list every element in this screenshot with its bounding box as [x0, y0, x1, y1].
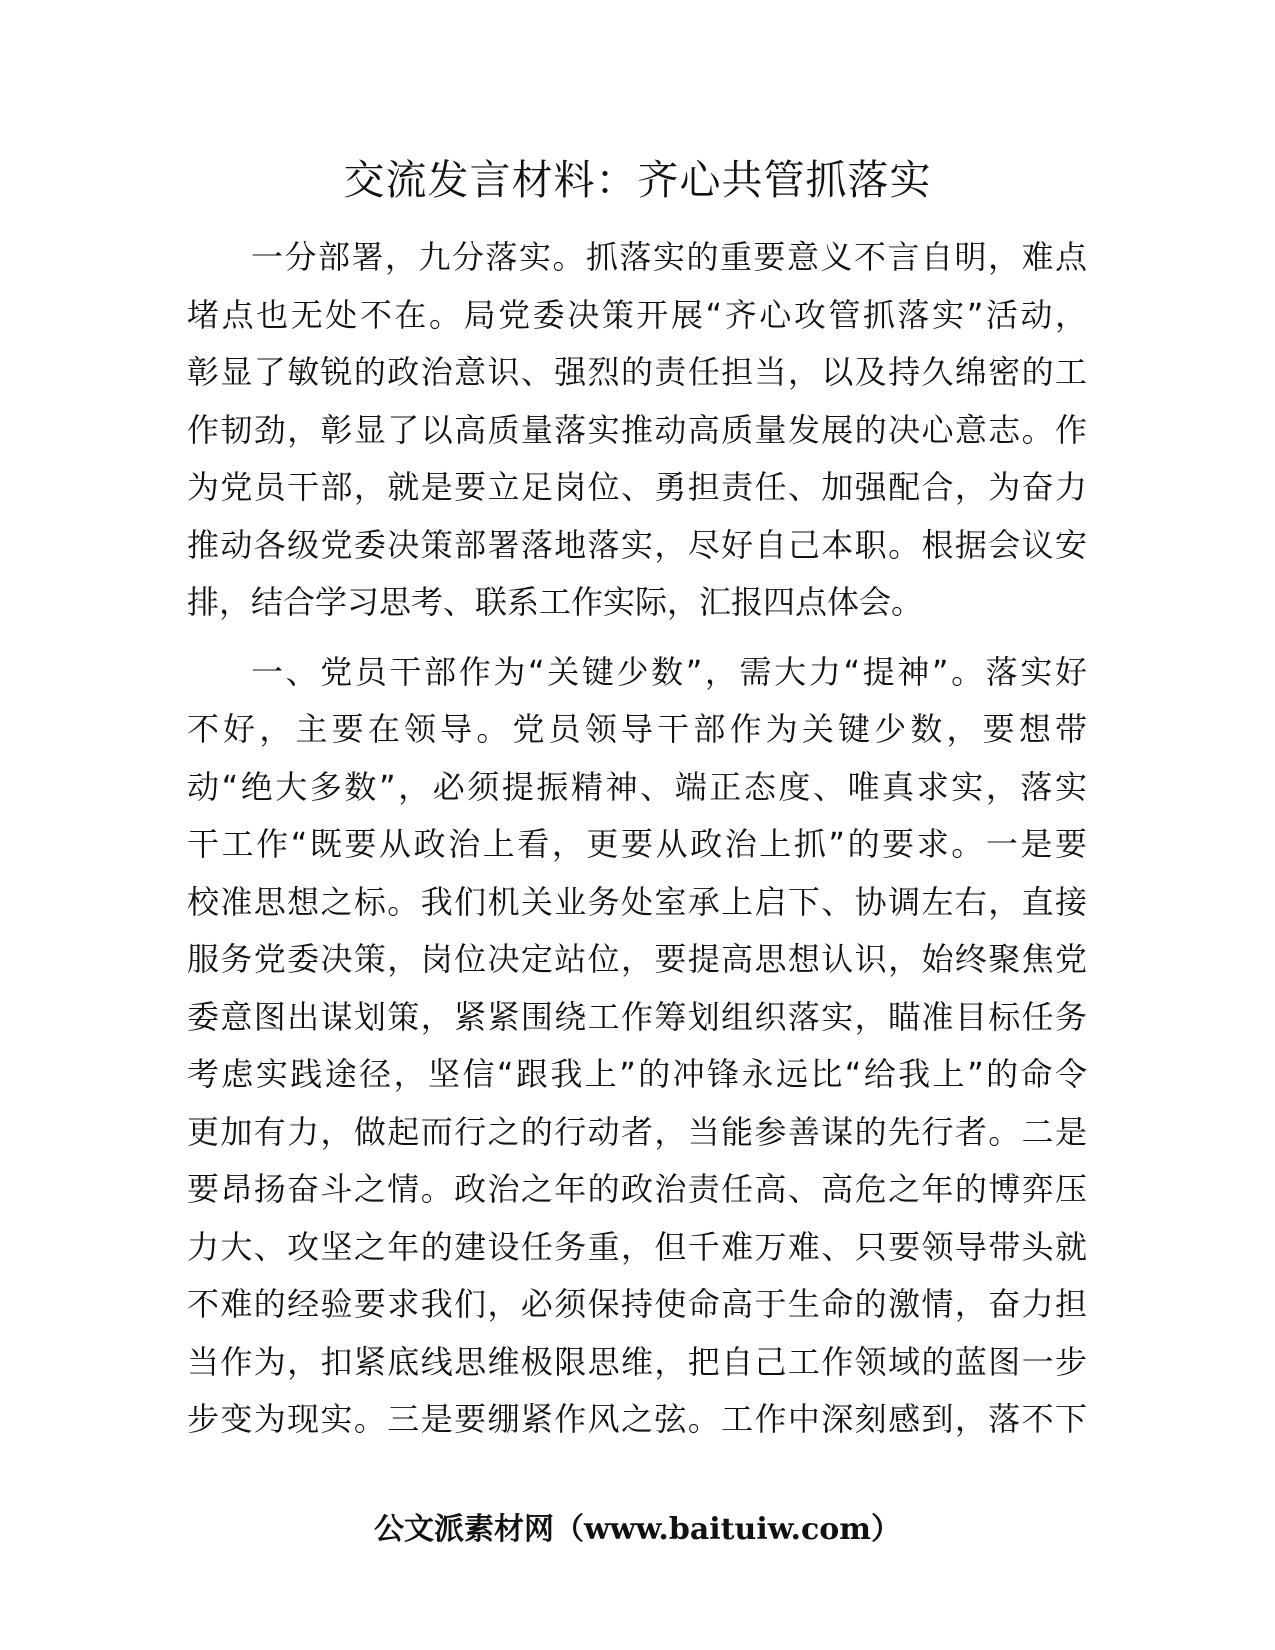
document-title: 交流发言材料：齐心共管抓落实	[343, 156, 932, 204]
paragraph-line: 要昂扬奋斗之情。政治之年的政治责任高、高危之年的博弈压	[187, 1170, 1087, 1208]
paragraph-line: 考虑实践途径，坚信“跟我上”的冲锋永远比“给我上”的命令	[187, 1055, 1087, 1093]
paragraph-line: 不好，主要在领导。党员领导干部作为关键少数，要想带	[187, 710, 1087, 748]
paragraph-line: 当作为，扣紧底线思维极限思维，把自己工作领域的蓝图一步	[187, 1342, 1087, 1381]
paragraph-line: 校准思想之标。我们机关业务处室承上启下、协调左右，直接	[187, 882, 1087, 921]
paragraph-line: 为党员干部，就是要立足岗位、勇担责任、加强配合，为奋力	[187, 468, 1087, 506]
paragraph-line: 排，结合学习思考、联系工作实际，汇报四点体会。	[187, 583, 924, 621]
paragraph-line: 推动各级党委决策部署落地落实，尽好自己本职。根据会议安	[187, 525, 1087, 564]
paragraph-line: 作韧劲，彰显了以高质量落实推动高质量发展的决心意志。作	[187, 410, 1087, 449]
paragraph-line: 步变为现实。三是要绷紧作风之弦。工作中深刻感到，落不下	[187, 1400, 1087, 1438]
paragraph-line: 服务党委决策，岗位决定站位，要提高思想认识，始终聚焦党	[187, 940, 1087, 978]
paragraph-line: 彰显了敏锐的政治意识、强烈的责任担当，以及持久绵密的工	[187, 353, 1087, 391]
paragraph-line: 堵点也无处不在。局党委决策开展“齐心攻管抓落实”活动，	[187, 295, 1087, 334]
paragraph-2	[187, 644, 1087, 1449]
paragraph-line: 干工作“既要从政治上看，更要从政治上抓”的要求。一是要	[187, 825, 1087, 863]
paragraph-line: 一、党员干部作为“关键少数”，需大力“提神”。落实好	[251, 652, 1087, 691]
paragraph-line: 委意图出谋划策，紧紧围绕工作筹划组织落实，瞄准目标任务	[187, 997, 1087, 1036]
paragraph-line: 一分部署，九分落实。抓落实的重要意义不言自明，难点	[251, 238, 1087, 276]
paragraph-line: 不难的经验要求我们，必须保持使命高于生命的激情，奋力担	[187, 1285, 1087, 1323]
paragraph-line: 力大、攻坚之年的建设任务重，但千难万难、只要领导带头就	[187, 1227, 1087, 1266]
footer-source-text: 公文派素材网（www.baituiw.com）	[373, 1512, 902, 1547]
paragraph-line: 动“绝大多数”，必须提振精神、端正态度、唯真求实，落实	[187, 767, 1087, 806]
paragraph-gap	[187, 632, 1087, 644]
paragraph-line: 更加有力，做起而行之的行动者，当能参善谋的先行者。二是	[187, 1112, 1087, 1151]
document-body	[187, 229, 1087, 1449]
paragraph-1	[187, 229, 1087, 632]
